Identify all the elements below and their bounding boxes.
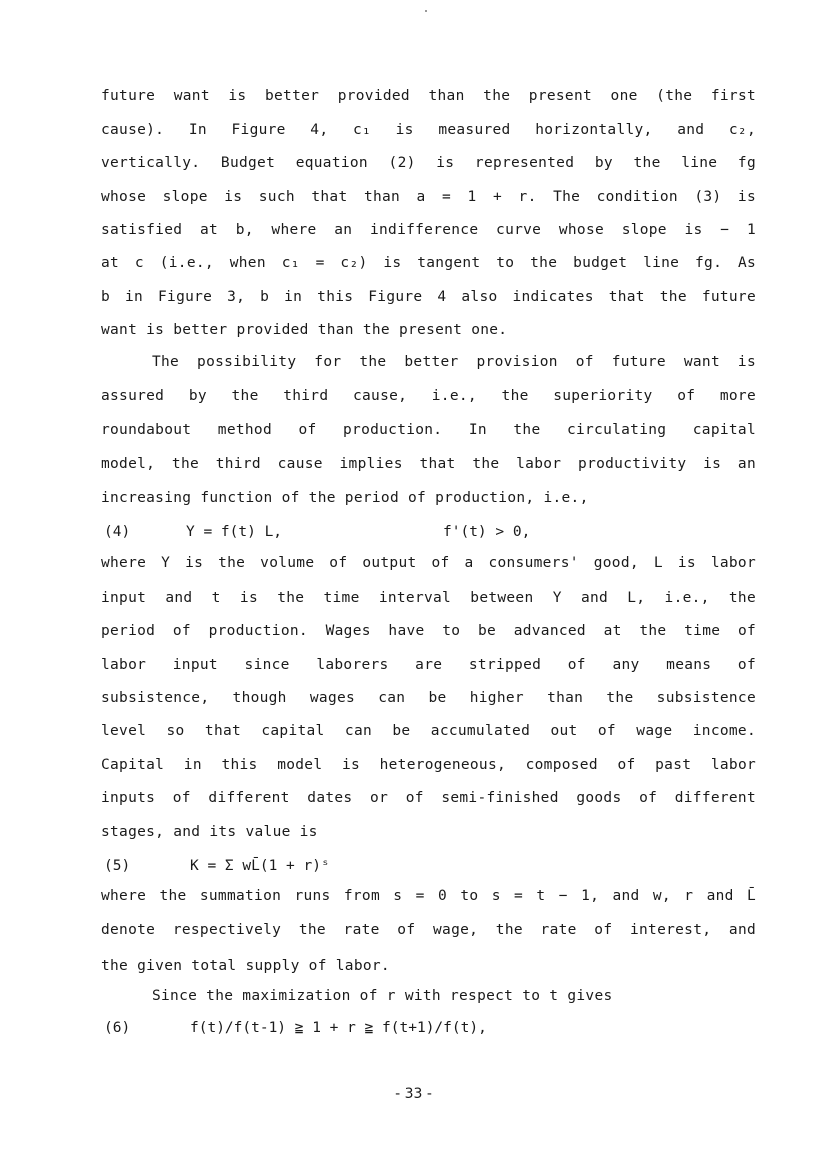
text-line: cause). In Figure 4, c₁ is measured horizontally, and c₂, — [101, 122, 756, 138]
equation-number: (5) — [104, 858, 131, 874]
page-number: - 33 - — [395, 1086, 432, 1102]
text-line: level so that capital can be accumulated out of wage income. — [101, 723, 756, 739]
text-line: model, the third cause implies that the labor productivity is an — [101, 456, 756, 472]
text-line: subsistence, though wages can be higher than the subsistence — [101, 690, 756, 706]
text-line: roundabout method of production. In the circulating capital — [101, 422, 756, 438]
scan-speck — [425, 10, 427, 12]
text-line: inputs of different dates or of semi-finished goods of different — [101, 790, 756, 806]
text-line: the given total supply of labor. — [101, 958, 390, 974]
text-line: future want is better provided than the present one (the first — [101, 88, 756, 104]
equation-rhs: f'(t) > 0, — [443, 524, 531, 540]
text-line: denote respectively the rate of wage, the rate of interest, and — [101, 922, 756, 938]
text-line: want is better provided than the present one. — [101, 322, 508, 338]
text-line: where Y is the volume of output of a consumers' good, L is labor — [101, 555, 756, 571]
equation-lhs: Y = f(t) L, — [186, 524, 283, 540]
text-line: increasing function of the period of production, i.e., — [101, 490, 589, 506]
text-line: period of production. Wages have to be advanced at the time of — [101, 623, 756, 639]
text-line: Since the maximization of r with respect to t gives — [152, 988, 613, 1004]
text-line: whose slope is such that than a = 1 + r. The condition (3) is — [101, 189, 756, 205]
equation-lhs: K = Σ wL̄(1 + r)ˢ — [190, 858, 330, 874]
text-line: stages, and its value is — [101, 824, 318, 840]
text-line: Capital in this model is heterogeneous, composed of past labor — [101, 757, 756, 773]
text-line: b in Figure 3, b in this Figure 4 also indicates that the future — [101, 289, 756, 305]
text-line: labor input since laborers are stripped of any means of — [101, 657, 756, 673]
equation-lhs: f(t)/f(t-1) ≧ 1 + r ≧ f(t+1)/f(t), — [190, 1020, 487, 1036]
equation-number: (6) — [104, 1020, 131, 1036]
text-line: input and t is the time interval between Y and L, i.e., the — [101, 590, 756, 606]
text-line: assured by the third cause, i.e., the superiority of more — [101, 388, 756, 404]
text-line: where the summation runs from s = 0 to s = t − 1, and w, r and L̄ — [101, 888, 756, 904]
text-line: at c (i.e., when c₁ = c₂) is tangent to the budget line fg. As — [101, 255, 756, 271]
text-line: vertically. Budget equation (2) is represented by the line fg — [101, 155, 756, 171]
equation-number: (4) — [104, 524, 131, 540]
text-line: The possibility for the better provision of future want is — [152, 354, 756, 370]
text-line: satisfied at b, where an indifference curve whose slope is − 1 — [101, 222, 756, 238]
